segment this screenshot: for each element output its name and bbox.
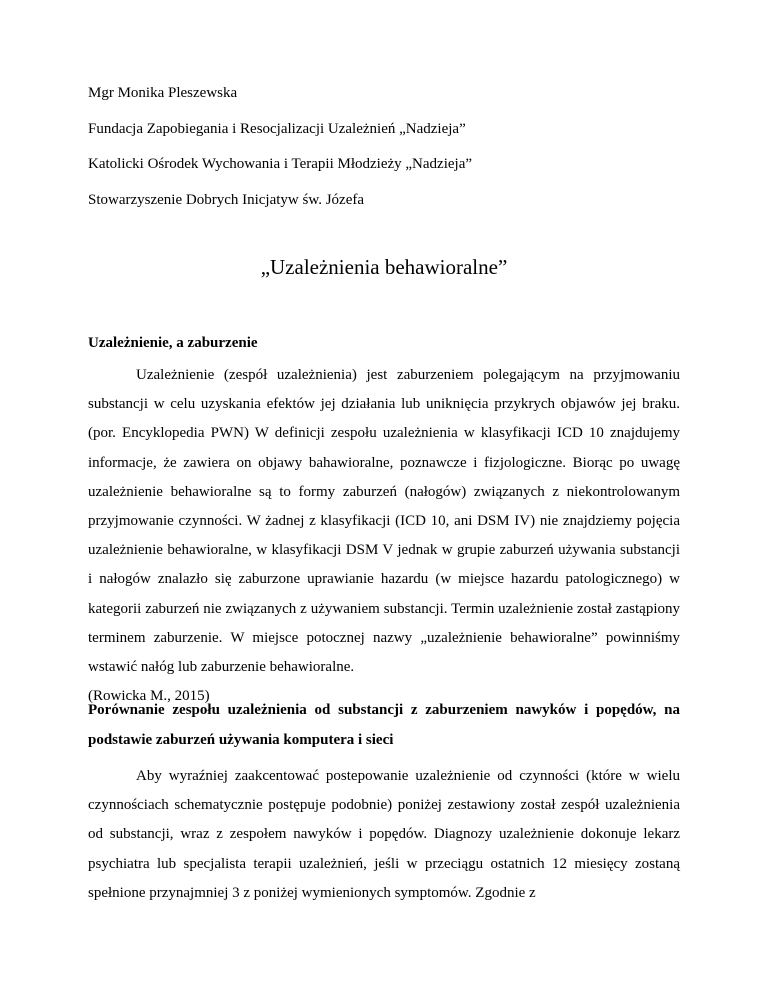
paragraph-citation: (Rowicka M., 2015) [88,688,210,705]
paragraph-text: Uzależnienie (zespół uzależnienia) jest zaburzeniem polegającym na przyjmowaniu substancji w celu uzyskania efektów jej działania lub uniknięcia przykrych objawów jej braku. (por. Encyklopedia PWN) W definicji zespołu uzależnienia w klasyfikacji ICD 10 znajdujemy informacje, że zawiera on objawy bahawioralne, poznawcze i fizjologiczne. Biorąc po uwagę uzależnienie behawioralne są to formy zaburzeń (nałogów) związanych z niekontrolowanym przyjmowanie czynności. W żadnej z klasyfikacji (ICD 10, ani DSM IV) nie znajdziemy pojęcia uzależnienie behawioralne, w klasyfikacji DSM V jednak w grupie zaburzeń używania substancji i nałogów znalazło się zaburzone uprawianie hazardu (w miejsce hazardu patologicznego) w kategorii zaburzeń nie związanych z używaniem substancji. Termin uzależnienie został zastąpiony terminem zaburzenie. W miejsce potocznej nazwy „uzależnienie behawioralne” powinniśmy wstawić nałóg lub zaburzenie behawioralne. [88,367,680,676]
affiliation-foundation: Fundacja Zapobiegania i Resocjalizacji Uzależnień „Nadzieja” [88,120,466,137]
section-paragraph-comparison: Aby wyraźniej zaakcentować postepowanie uzależnienie od czynności (które w wielu czynnościach schematycznie postępuje podobnie) poniżej zestawiony został zespół uzależnienia od substancji, wraz z zespołem nawyków i popędów. Diagnozy uzależnienie dokonuje lekarz psychiatra lub specjalista terapii uzależnień, jeśli w przeciągu ostatnich 12 miesięcy zostaną spełnione przynajmniej 3 z poniżej wymienionych symptomów. Zgodnie z [88,768,680,901]
document-title: „Uzależnienia behawioralne” [260,255,508,279]
author-block [88,84,688,226]
section-paragraph-addiction-vs-disorder [88,361,680,705]
section-heading-addiction-vs-disorder: Uzależnienie, a zaburzenie [88,335,258,351]
affiliation-association: Stowarzyszenie Dobrych Inicjatyw św. Józefa [88,191,365,208]
section-heading-comparison: Porównanie zespołu uzależnienia od substancji z zaburzeniem nawyków i popędów, na podstawie zaburzeń używania komputera i sieci [88,702,680,748]
author-name: Mgr Monika Pleszewska [88,85,238,101]
affiliation-center: Katolicki Ośrodek Wychowania i Terapii Młodzieży „Nadzieja” [88,156,473,172]
